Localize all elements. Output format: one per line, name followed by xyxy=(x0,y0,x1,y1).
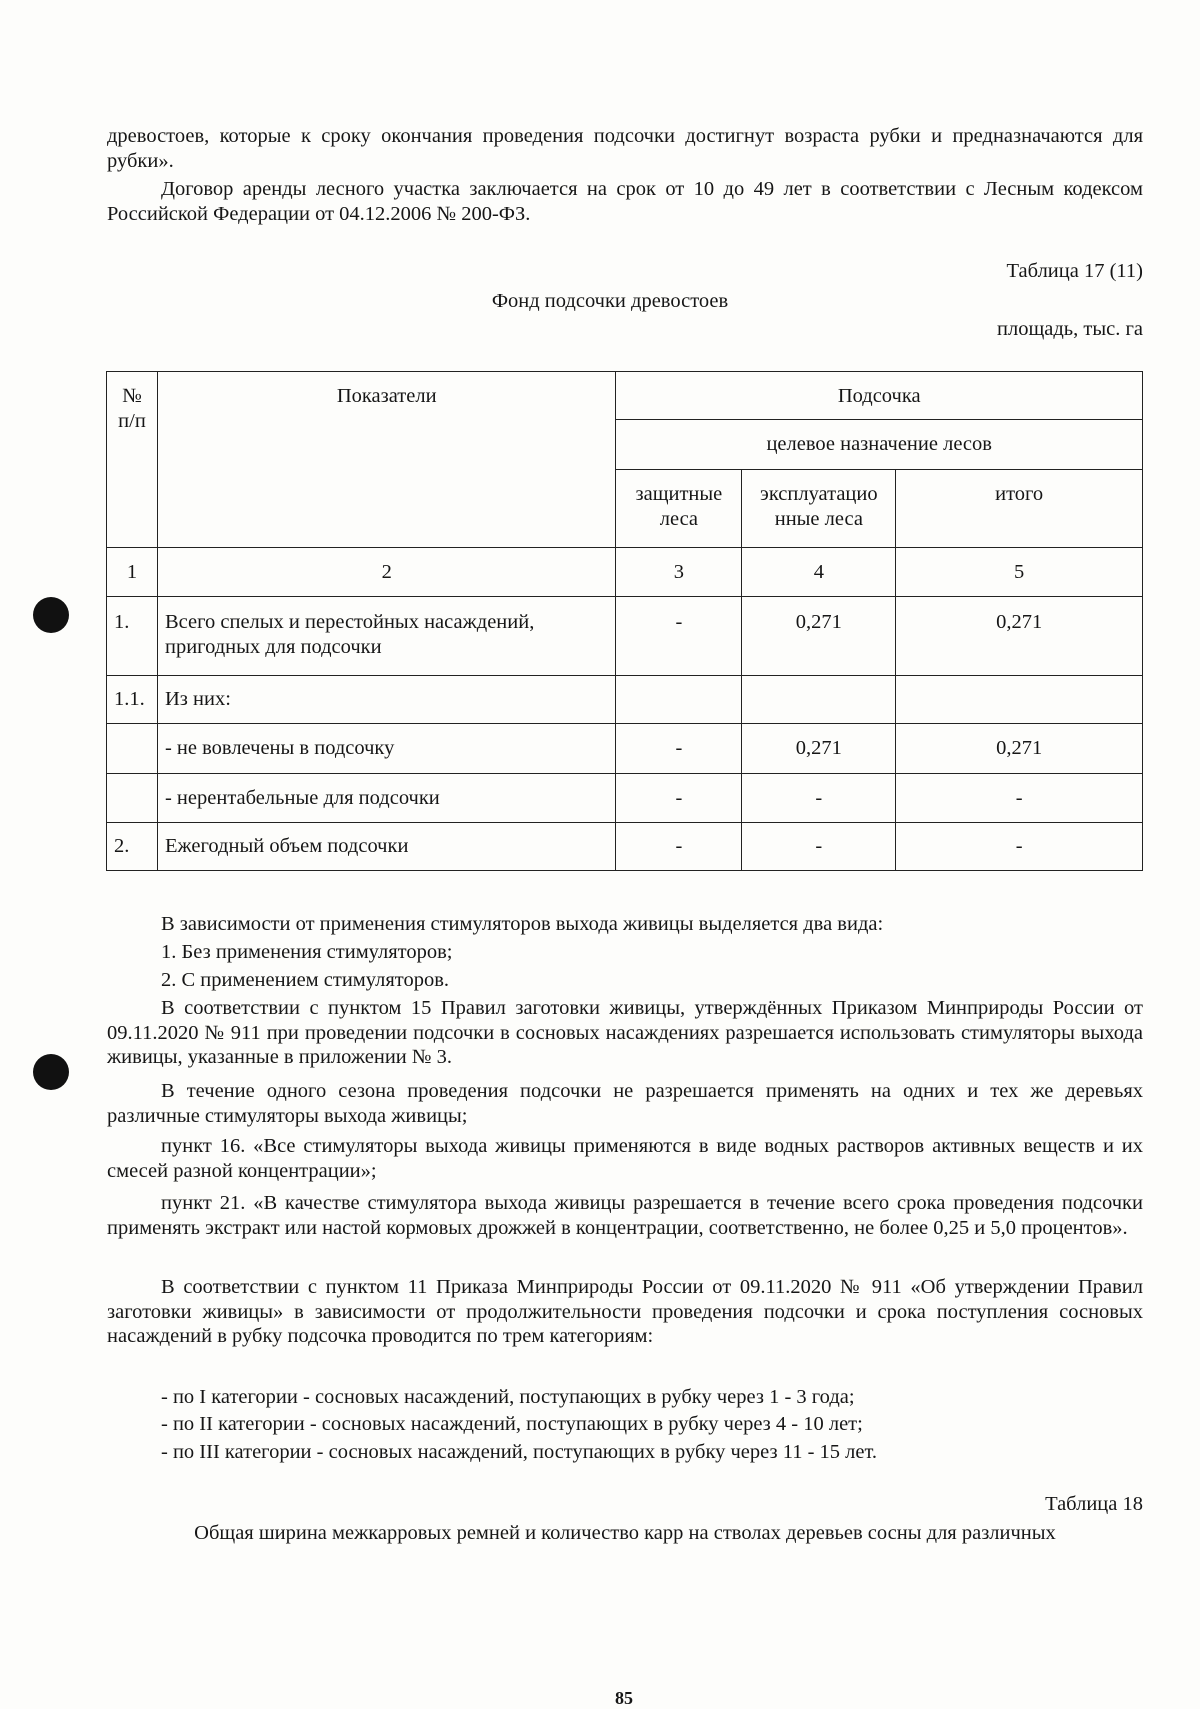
row-name: Из них: xyxy=(157,676,615,724)
row-num: 1.1. xyxy=(107,676,158,724)
category-1: - по I категории - сосновых насаждений, поступающих в рубку через 1 - 3 года; xyxy=(161,1386,855,1408)
table17-title: Фонд подсочки древостоев xyxy=(491,290,729,312)
header-total: итого xyxy=(896,470,1143,548)
row-exploitation: - xyxy=(742,823,896,871)
row-name: - не вовлечены в подсочку xyxy=(157,724,615,774)
body-paragraph-4: В соответствии с пунктом 15 Правил заготовки живицы, утверждённых Приказом Минприроды России от 09.11.2020 № 911 при проведении подсочки в сосновых насаждениях разрешается использовать стимуляторы выхода живицы, указанные в приложении № 3. xyxy=(107,997,1143,1068)
table-row xyxy=(107,676,1143,724)
table-row xyxy=(107,774,1143,823)
header-num: № п/п xyxy=(107,372,158,548)
row-exploitation: - xyxy=(742,774,896,823)
row-protective: - xyxy=(616,774,742,823)
body-paragraph-6: пункт 16. «Все стимуляторы выхода живицы применяются в виде водных растворов активных веществ и их смесей разной концентрации»; xyxy=(107,1135,1143,1182)
body-paragraph-3: 2. С применением стимуляторов. xyxy=(161,969,450,991)
row-name: Ежегодный объем подсочки xyxy=(157,823,615,871)
page-number: 85 xyxy=(615,1688,633,1708)
binder-hole-top xyxy=(33,597,69,633)
col-number: 5 xyxy=(896,548,1143,597)
row-total: - xyxy=(896,823,1143,871)
row-total: 0,271 xyxy=(896,597,1143,676)
col-number: 1 xyxy=(107,548,158,597)
row-name: - нерентабельные для подсочки xyxy=(157,774,615,823)
header-tapping: Подсочка xyxy=(616,372,1143,420)
binder-hole-bottom xyxy=(33,1054,69,1090)
row-protective: - xyxy=(616,597,742,676)
row-total: - xyxy=(896,774,1143,823)
row-total: 0,271 xyxy=(896,724,1143,774)
body-paragraph-7: пункт 21. «В качестве стимулятора выхода живицы разрешается в течение всего срока проведения подсочки применять экстракт или настой кормовых дрожжей в концентрации, соответственно, не более 0,25 и 5,0 процентов». xyxy=(107,1192,1143,1239)
category-3: - по III категории - сосновых насаждений, поступающих в рубку через 11 - 15 лет. xyxy=(161,1441,878,1463)
header-exploitation: эксплуатацио нные леса xyxy=(742,470,896,548)
row-total xyxy=(896,676,1143,724)
table17-label: Таблица 17 (11) xyxy=(1006,260,1143,282)
row-exploitation xyxy=(742,676,896,724)
body-paragraph-2: 1. Без применения стимуляторов; xyxy=(161,941,453,963)
intro-paragraph-2: Договор аренды лесного участка заключается на срок от 10 до 49 лет в соответствии с Лесным кодексом Российской Федерации от 04.12.2006 № 200-ФЗ. xyxy=(107,178,1143,225)
row-num xyxy=(107,724,158,774)
table-row xyxy=(107,823,1143,871)
col-number: 3 xyxy=(616,548,742,597)
row-protective: - xyxy=(616,823,742,871)
row-exploitation: 0,271 xyxy=(742,724,896,774)
row-protective xyxy=(616,676,742,724)
row-num: 2. xyxy=(107,823,158,871)
table18-label: Таблица 18 xyxy=(1045,1493,1143,1515)
row-protective: - xyxy=(616,724,742,774)
table17-unit: площадь, тыс. га xyxy=(997,318,1143,340)
tapping-fund-table xyxy=(106,371,1143,871)
intro-paragraph-1: древостоев, которые к сроку окончания проведения подсочки достигнут возраста рубки и предназначаются для рубки». xyxy=(107,125,1143,172)
body-paragraph-8: В соответствии с пунктом 11 Приказа Минприроды России от 09.11.2020 № 911 «Об утверждении Правил заготовки живицы» в зависимости от продолжительности проведения подсочки и срока поступления сосновых насаждений в рубку подсочка проводится по трем категориям: xyxy=(107,1276,1143,1347)
row-num: 1. xyxy=(107,597,158,676)
header-purpose: целевое назначение лесов xyxy=(616,420,1143,470)
body-paragraph-1: В зависимости от применения стимуляторов выхода живицы выделяется два вида: xyxy=(161,913,884,935)
header-protective: защитные леса xyxy=(616,470,742,548)
row-num xyxy=(107,774,158,823)
row-name: Всего спелых и перестойных насаждений, пригодных для подсочки xyxy=(157,597,615,676)
category-2: - по II категории - сосновых насаждений, поступающих в рубку через 4 - 10 лет; xyxy=(161,1413,863,1435)
body-paragraph-5: В течение одного сезона проведения подсочки не разрешается применять на одних и тех же деревьях различные стимуляторы выхода живицы; xyxy=(107,1080,1143,1127)
table18-title: Общая ширина межкарровых ремней и количество карр на стволах деревьев сосны для различных xyxy=(194,1522,1056,1544)
col-number: 2 xyxy=(157,548,615,597)
row-exploitation: 0,271 xyxy=(742,597,896,676)
table-row xyxy=(107,724,1143,774)
table-row xyxy=(107,597,1143,676)
column-number-row xyxy=(107,548,1143,597)
col-number: 4 xyxy=(742,548,896,597)
header-indicators: Показатели xyxy=(157,372,615,548)
